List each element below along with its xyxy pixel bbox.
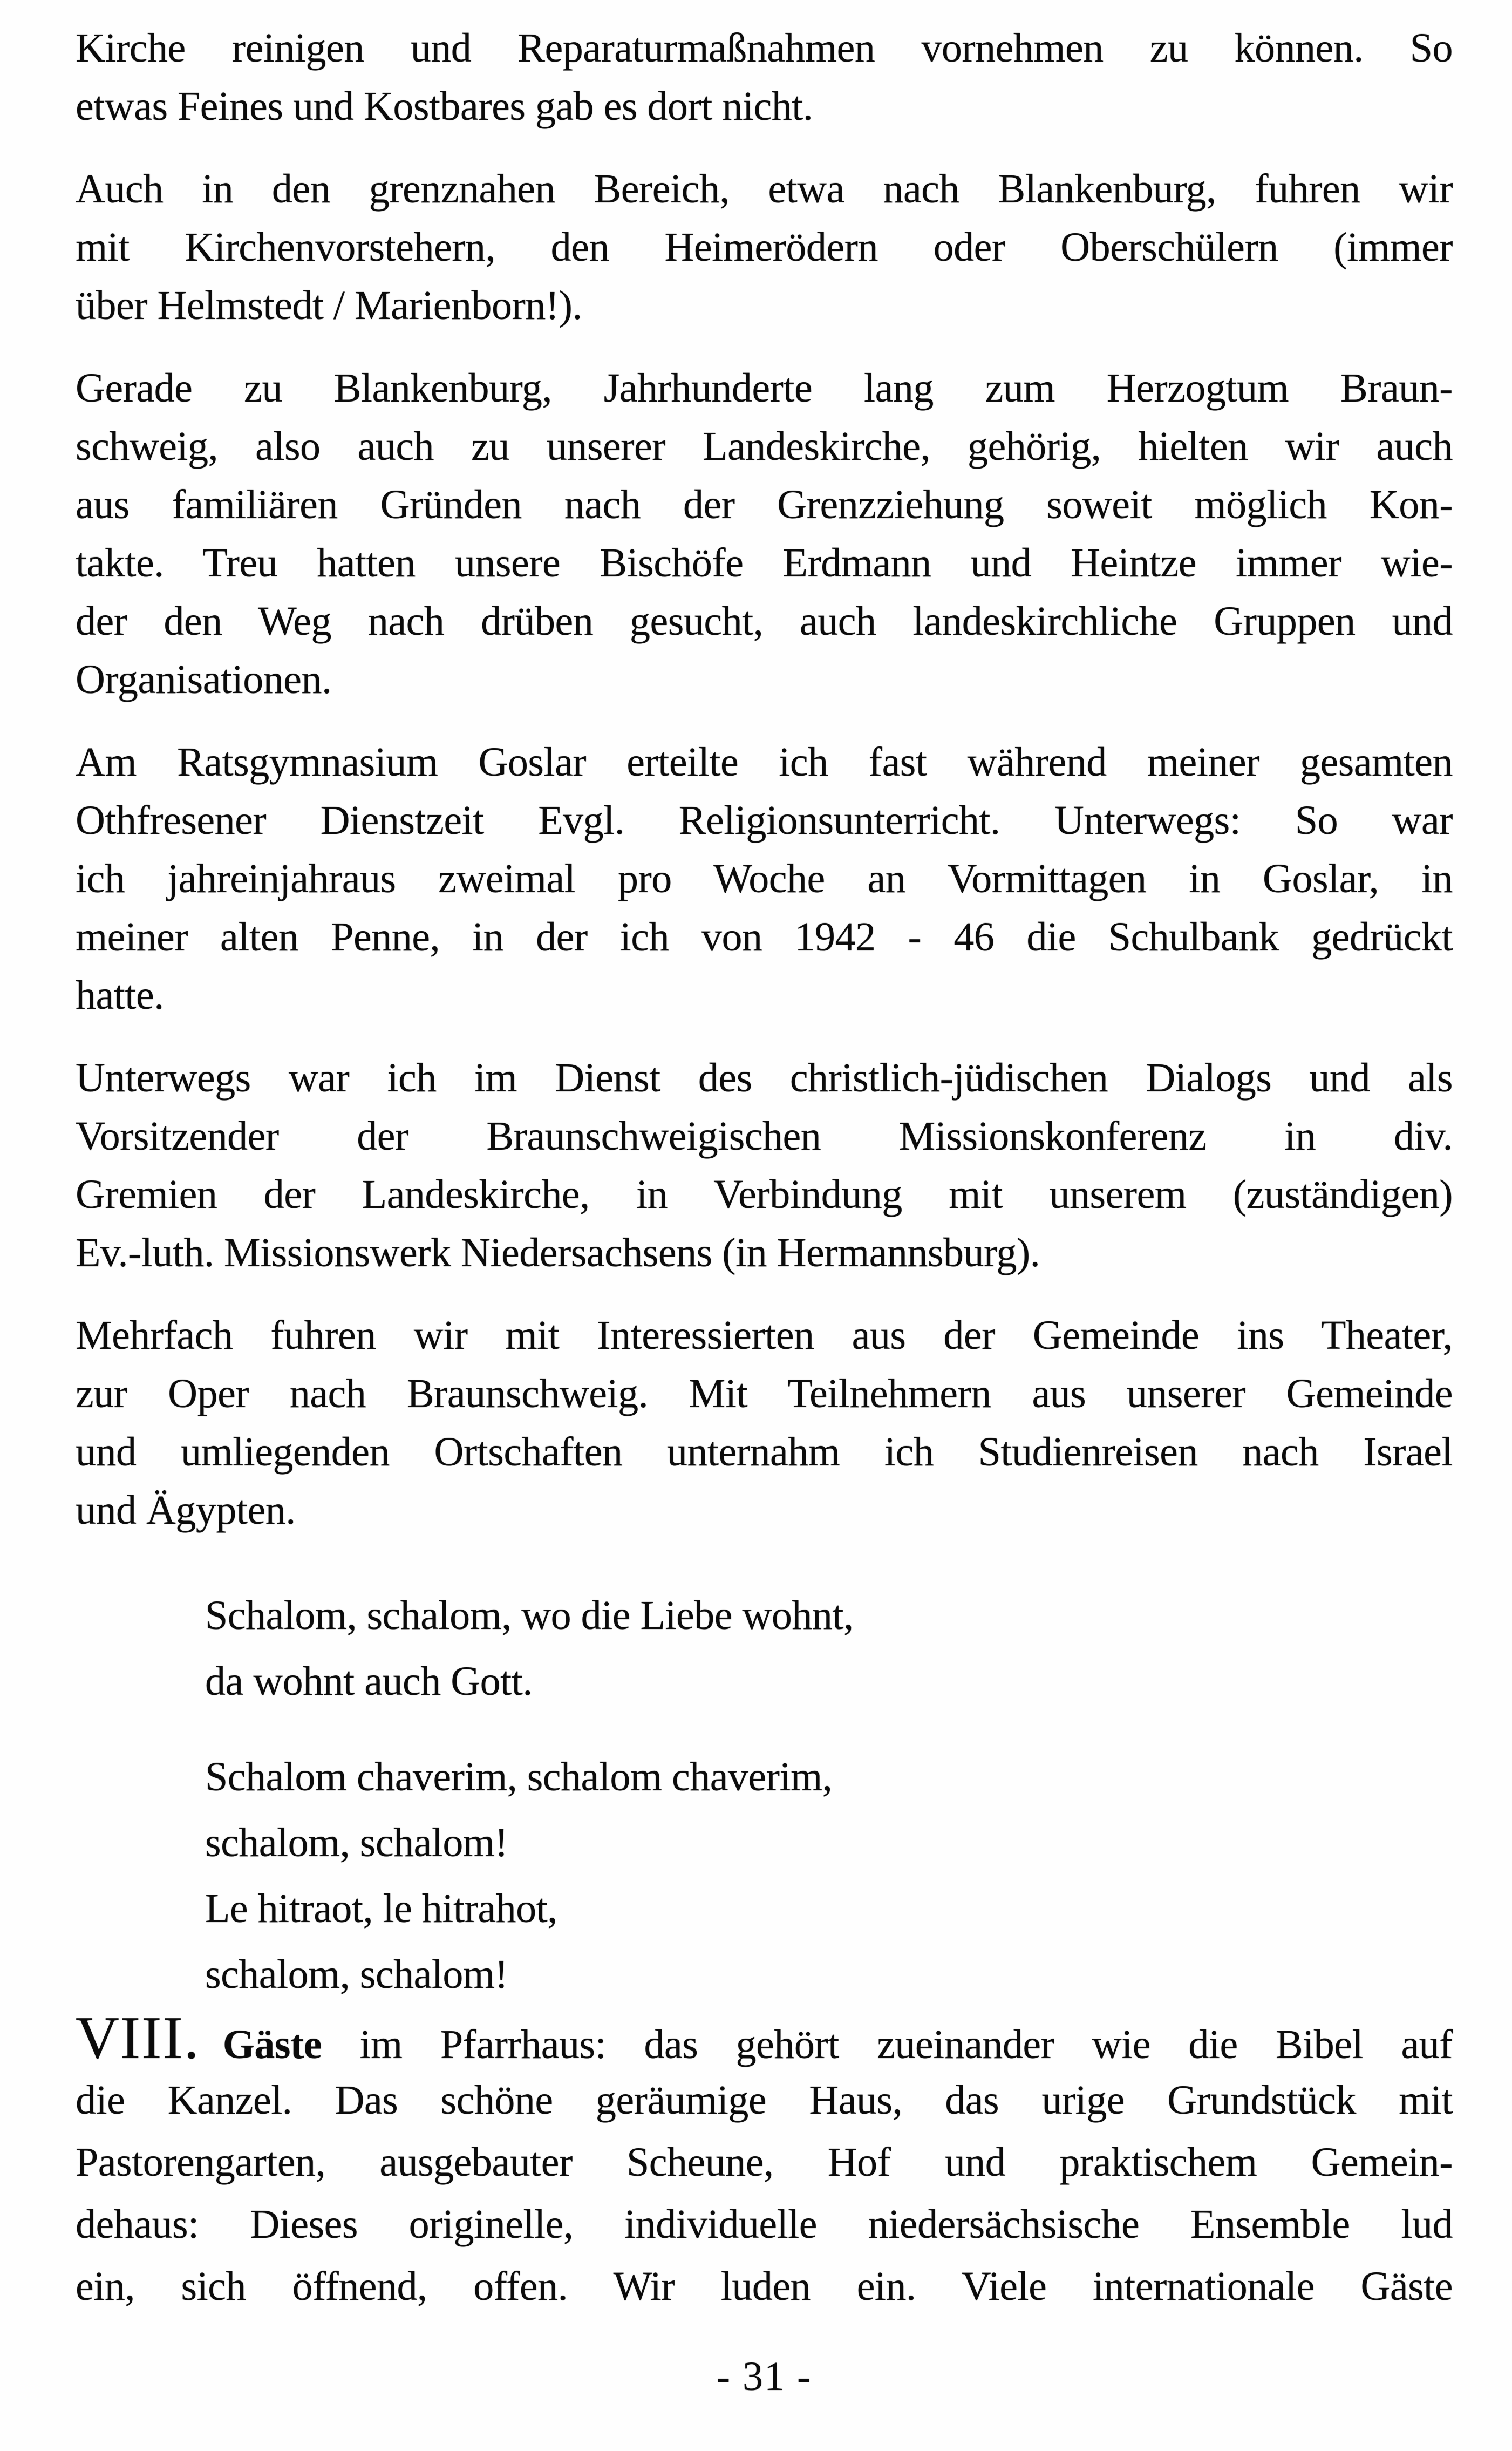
body-paragraphs	[76, 19, 1453, 1539]
text-line: Othfresener Dienstzeit Evgl. Religionsunterricht. Unterwegs: So war	[76, 798, 1453, 843]
poem-line: da wohnt auch Gott.	[205, 1659, 533, 1704]
section-heading-line	[76, 2005, 1453, 2072]
text-line: Pastorengarten, ausgebauter Scheune, Hof und praktischem Gemein-	[76, 2140, 1453, 2185]
section-numeral: VIII.	[76, 2005, 200, 2072]
poem-block	[76, 1583, 1453, 2007]
text-line: Mehrfach fuhren wir mit Interessierten aus der Gemeinde ins Theater,	[76, 1313, 1453, 1358]
text-line: dehaus: Dieses originelle, individuelle niedersächsische Ensemble lud	[76, 2202, 1453, 2247]
text-line: etwas Feines und Kostbares gab es dort nicht.	[76, 84, 813, 129]
paragraph	[76, 19, 1453, 135]
text-line: hatte.	[76, 973, 164, 1018]
text-line: aus familiären Gründen nach der Grenzziehung soweit möglich Kon-	[76, 482, 1453, 527]
section-viii	[76, 2007, 1453, 2318]
text-line: Kirche reinigen und Reparaturmaßnahmen vornehmen zu können. So	[76, 25, 1453, 71]
text-line: schweig, also auch zu unserer Landeskirche, gehörig, hielten wir auch	[76, 424, 1453, 469]
paragraph	[76, 1306, 1453, 1539]
poem-stanza	[205, 1744, 1453, 2007]
paragraph	[76, 1049, 1453, 1282]
section-heading-rest: im Pfarrhaus: das gehört zueinander wie die Bibel auf	[359, 2022, 1453, 2067]
text-line: über Helmstedt / Marienborn!).	[76, 283, 582, 328]
paragraph	[76, 160, 1453, 335]
poem-line: schalom, schalom!	[205, 1952, 508, 1997]
paragraph	[76, 359, 1453, 709]
text-line: Ev.-luth. Missionswerk Niedersachsens (in Hermannsburg).	[76, 1230, 1040, 1275]
text-line: Gerade zu Blankenburg, Jahrhunderte lang zum Herzogtum Braun-	[76, 365, 1453, 411]
poem-line: Le hitraot, le hitrahot,	[205, 1886, 557, 1931]
text-line: Gremien der Landeskirche, in Verbindung mit unserem (zuständigen)	[76, 1172, 1453, 1217]
poem-line: schalom, schalom!	[205, 1820, 508, 1865]
text-line: Vorsitzender der Braunschweigischen Missionskonferenz in div.	[76, 1114, 1453, 1159]
paragraph	[76, 733, 1453, 1024]
poem-line: Schalom, schalom, wo die Liebe wohnt,	[205, 1593, 854, 1638]
text-column	[76, 19, 1453, 2406]
section-lines	[76, 2069, 1453, 2318]
text-line: Organisationen.	[76, 657, 332, 702]
text-line: ich jahreinjahraus zweimal pro Woche an Vormittagen in Goslar, in	[76, 856, 1453, 901]
section-bold-word: Gäste	[222, 2022, 322, 2067]
text-line: der den Weg nach drüben gesucht, auch landeskirchliche Gruppen und	[76, 599, 1453, 644]
text-line: Unterwegs war ich im Dienst des christlich-jüdischen Dialogs und als	[76, 1055, 1453, 1101]
text-line: Auch in den grenznahen Bereich, etwa nach Blankenburg, fuhren wir	[76, 166, 1453, 212]
text-line: und umliegenden Ortschaften unternahm ich Studienreisen nach Israel	[76, 1429, 1453, 1475]
page-number: - 31 -	[716, 2354, 812, 2399]
text-line: zur Oper nach Braunschweig. Mit Teilnehmern aus unserer Gemeinde	[76, 1371, 1453, 1416]
poem-stanza	[205, 1583, 1453, 1714]
text-line: ein, sich öffnend, offen. Wir luden ein. Viele internationale Gäste	[76, 2264, 1453, 2309]
text-line: mit Kirchenvorstehern, den Heimerödern oder Oberschülern (immer	[76, 225, 1453, 270]
text-line: die Kanzel. Das schöne geräumige Haus, das urige Grundstück mit	[76, 2077, 1453, 2123]
text-line: takte. Treu hatten unsere Bischöfe Erdmann und Heintze immer wie-	[76, 540, 1453, 586]
text-line: und Ägypten.	[76, 1488, 296, 1533]
text-line: meiner alten Penne, in der ich von 1942 - 46 die Schulbank gedrückt	[76, 914, 1453, 960]
text-line: Am Ratsgymnasium Goslar erteilte ich fast während meiner gesamten	[76, 739, 1453, 785]
poem-line: Schalom chaverim, schalom chaverim,	[205, 1754, 833, 1800]
